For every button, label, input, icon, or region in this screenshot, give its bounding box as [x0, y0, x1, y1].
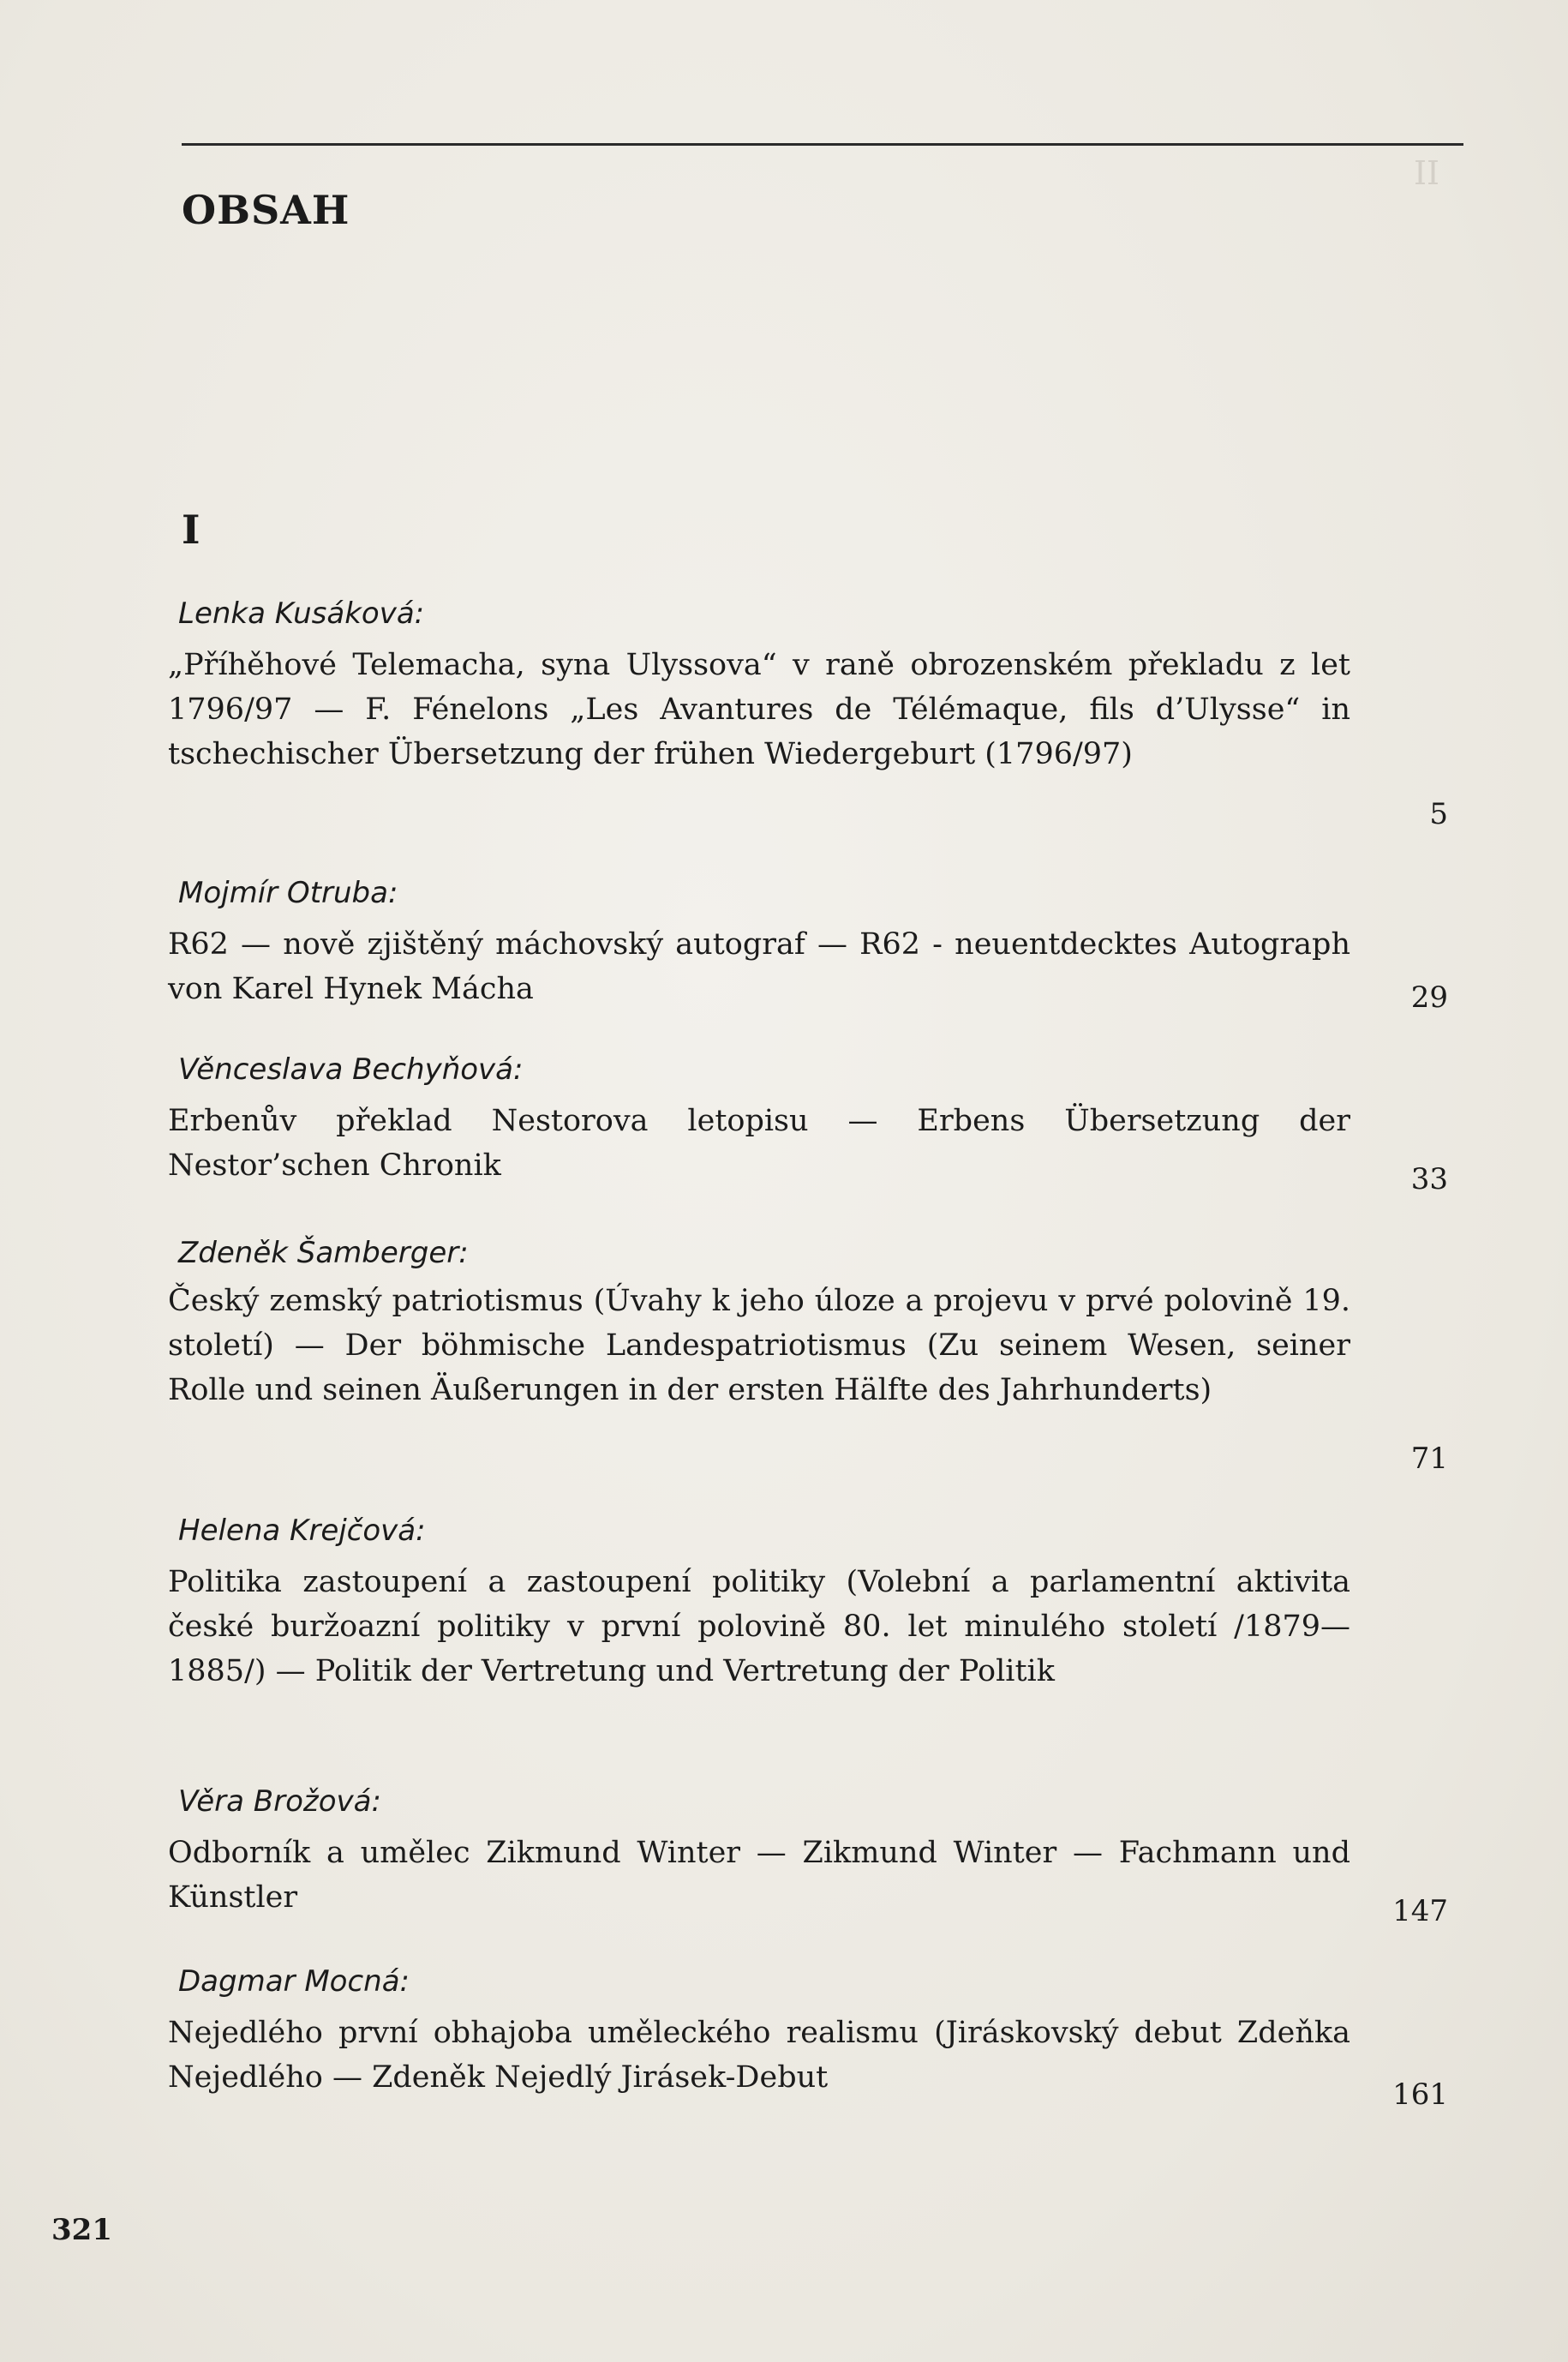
entry-page-number: 33 [1410, 1162, 1448, 1196]
entry-title: Erbenův překlad Nestorova letopisu — Erbens Übersetzung der Nestor’schen Chronik [168, 1104, 1350, 1183]
section-number: I [182, 507, 200, 553]
top-rule [182, 143, 1463, 146]
entry-author: Zdeněk Šamberger: [178, 1236, 469, 1270]
entry-title: Odborník a umělec Zikmund Winter — Zikmund Winter — Fachmann und Künstler [168, 1836, 1350, 1915]
page-folio: 321 [51, 2213, 112, 2247]
toc-entry-7 [168, 1963, 1350, 2100]
entry-author: Věra Brožová: [178, 1784, 381, 1819]
entry-author: Lenka Kusáková: [178, 596, 425, 631]
entry-page-number: 71 [1410, 1442, 1448, 1476]
entry-title: R62 — nově zjištěný máchovský autograf — R62 - neuentdecktes Autograph von Karel Hynek Mácha [168, 927, 1350, 1006]
entry-title: Nejedlého první obhajoba uměleckého realismu (Jiráskovský debut Zdeňka Nejedlého — Zdeněk Nejedlý Jirásek-Debut [168, 2016, 1350, 2095]
toc-entry-6 [168, 1783, 1350, 1920]
toc-entry-2 [168, 874, 1350, 1011]
entry-page-number: 5 [1429, 797, 1448, 831]
entry-title: „Příhěhové Telemacha, syna Ulyssova“ v raně obrozenském překladu z let 1796/97 — F. Fénelons „Les Avantures de Télémaque, fils d’Ulysse“ in tschechischer Übersetzung der frühen Wiedergeburt (1796/97) [168, 648, 1350, 771]
entry-title: Politika zastoupení a zastoupení politiky (Volební a parlamentní aktivita české buržoazní politiky v první polovině 80. let minulého století /1879—1885/) — Politik der Vertretung und Vertretung der Politik [168, 1565, 1350, 1688]
entry-author: Helena Krejčová: [178, 1514, 426, 1548]
entry-page-number: 147 [1392, 1894, 1448, 1928]
entry-page-number: 29 [1410, 980, 1448, 1015]
bleed-through: II [1414, 154, 1440, 192]
entry-title: Český zemský patriotismus (Úvahy k jeho úloze a projevu v prvé polovině 19. století) — Der böhmische Landespatriotismus (Zu seinem Wesen, seiner Rolle und seinen Äußerungen in der ersten Hälfte des Jahrhunderts) [168, 1284, 1350, 1407]
entry-author: Mojmír Otruba: [178, 876, 398, 910]
entry-author: Dagmar Mocná: [178, 1964, 410, 1999]
entry-author: Věnceslava Bechyňová: [178, 1052, 524, 1087]
toc-entry-5 [168, 1512, 1350, 1694]
toc-entry-3 [168, 1051, 1350, 1188]
toc-entry-1 [168, 595, 1350, 776]
entry-page-number: 161 [1392, 2077, 1448, 2112]
toc-entry-4 [168, 1234, 1350, 1412]
page-title: OBSAH [182, 187, 350, 233]
